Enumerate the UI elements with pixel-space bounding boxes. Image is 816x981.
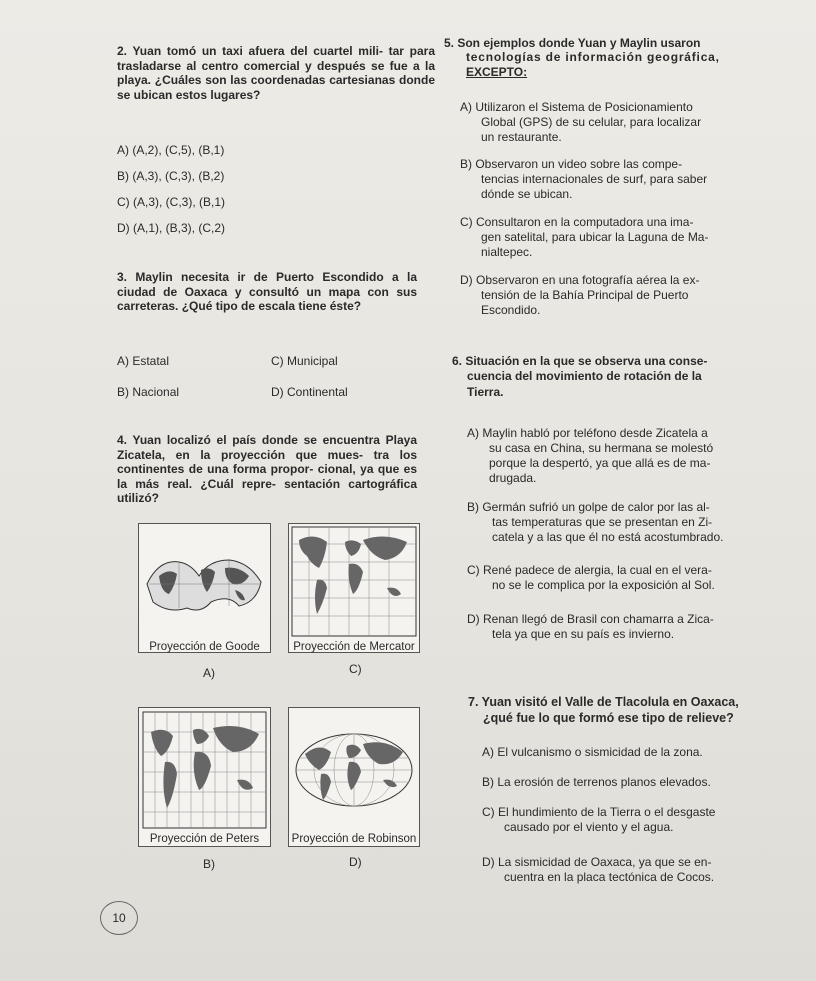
question-6-option-b-line2: tas temperaturas que se presentan en Zi- <box>492 515 713 529</box>
question-5-option-a-line1: A) Utilizaron el Sistema de Posicionamiento <box>460 100 693 114</box>
question-6-option-b-line3: catela y a las que él no está acostumbrado. <box>492 530 724 544</box>
question-6-option-b[interactable] <box>467 500 777 545</box>
question-5-option-a-line2: Global (GPS) de su celular, para localizar <box>481 115 702 129</box>
goode-world-icon <box>139 524 270 652</box>
question-6-option-a-line4: drugada. <box>489 471 537 485</box>
question-6-option-d-line1: D) Renan llegó de Brasil con chamarra a Zica- <box>467 612 714 626</box>
peters-caption: Proyección de Peters <box>149 833 260 845</box>
question-6-option-a-line1: A) Maylin habló por teléfono desde Zicatela a <box>467 426 708 440</box>
question-5-option-b-line1: B) Observaron un video sobre las compe- <box>460 157 683 171</box>
question-5-option-d-line2: tensión de la Bahía Principal de Puerto <box>481 288 689 302</box>
question-2-option-c[interactable]: C) (A,3), (C,3), (B,1) <box>117 195 226 209</box>
mercator-world-icon <box>289 524 419 639</box>
question-7-option-d-line1: D) La sismicidad de Oaxaca, ya que se en- <box>482 855 712 869</box>
mercator-projection-map[interactable] <box>288 523 420 653</box>
robinson-option-letter[interactable]: D) <box>349 855 362 869</box>
question-3-stem: 3. Maylin necesita ir de Puerto Escondido a la ciudad de Oaxaca y consultó un mapa con sus carreteras. ¿Qué tipo de escala tiene éste? <box>117 270 417 313</box>
question-5-option-a[interactable] <box>460 100 770 145</box>
question-5-option-d-line3: Escondido. <box>481 303 541 317</box>
question-5-stem-line2: tecnologías de información geográfica, <box>466 50 720 64</box>
question-6-option-a[interactable] <box>467 426 777 486</box>
question-7-stem-line2: ¿qué fue lo que formó ese tipo de relieve? <box>483 711 734 725</box>
question-5-option-b[interactable] <box>460 157 770 202</box>
question-6-option-c-line1: C) René padece de alergia, la cual en el vera- <box>467 563 712 577</box>
peters-projection-map[interactable] <box>138 707 271 847</box>
question-2-option-d[interactable]: D) (A,1), (B,3), (C,2) <box>117 221 226 235</box>
question-5-option-d-line1: D) Observaron en una fotografía aérea la ex- <box>460 273 700 287</box>
question-5-stem-line1: 5. Son ejemplos donde Yuan y Maylin usaron <box>444 36 701 50</box>
mercator-option-letter[interactable]: C) <box>349 662 362 676</box>
question-6-stem-line3: Tierra. <box>467 385 504 399</box>
question-7-option-d[interactable] <box>482 855 802 885</box>
page-number: 10 <box>100 901 138 935</box>
question-3-option-c[interactable]: C) Municipal <box>271 354 338 368</box>
question-3-option-a[interactable]: A) Estatal <box>117 354 170 368</box>
question-5-option-c-line3: nialtepec. <box>481 245 533 259</box>
question-6-option-c-line2: no se le complica por la exposición al Sol. <box>492 578 715 592</box>
goode-option-letter[interactable]: A) <box>203 666 215 680</box>
question-5-option-b-line2: tencias internacionales de surf, para saber <box>481 172 708 186</box>
question-6-option-d[interactable] <box>467 612 777 642</box>
question-5-option-a-line3: un restaurante. <box>481 130 562 144</box>
question-7-option-a[interactable] <box>482 745 792 760</box>
question-7-stem-line1: 7. Yuan visitó el Valle de Tlacolula en Oaxaca, <box>468 695 739 709</box>
question-6-stem-line2: cuencia del movimiento de rotación de la <box>467 369 702 383</box>
mercator-caption: Proyección de Mercator <box>293 641 415 653</box>
question-7-option-c-line2: causado por el viento y el agua. <box>504 820 674 834</box>
question-5-option-c[interactable] <box>460 215 770 260</box>
question-4-stem: 4. Yuan localizó el país donde se encuentra Playa Zicatela, en la proyección que mues- tra los continentes de una forma propor- cional, ya que es la más real. ¿Cuál repre- sentación cartográfica utilizó? <box>117 433 417 505</box>
question-7-option-c[interactable] <box>482 805 802 835</box>
question-6-option-a-line3: porque la despertó, ya que allá es de ma- <box>489 456 711 470</box>
question-7-option-b[interactable] <box>482 775 792 790</box>
question-2 <box>117 44 435 102</box>
question-2-option-b[interactable]: B) (A,3), (C,3), (B,2) <box>117 169 225 183</box>
question-6-option-a-line2: su casa en China, su hermana se molestó <box>489 441 714 455</box>
question-5-option-d[interactable] <box>460 273 770 318</box>
question-3 <box>117 270 417 314</box>
question-6-option-d-line2: tela ya que en su país es invierno. <box>492 627 675 641</box>
question-5-option-c-line1: C) Consultaron en la computadora una ima- <box>460 215 694 229</box>
peters-option-letter[interactable]: B) <box>203 857 215 871</box>
question-7-option-d-line2: cuentra en la placa tectónica de Cocos. <box>504 870 715 884</box>
question-7-option-c-line1: C) El hundimiento de la Tierra o el desgaste <box>482 805 716 819</box>
goode-projection-map[interactable] <box>138 523 271 653</box>
question-3-option-d[interactable]: D) Continental <box>271 385 348 399</box>
question-4 <box>117 433 417 506</box>
goode-caption: Proyección de Goode <box>149 641 260 653</box>
robinson-caption: Proyección de Robinson <box>291 833 417 845</box>
question-6-option-b-line1: B) Germán sufrió un golpe de calor por las al- <box>467 500 710 514</box>
question-6-stem-line1: 6. Situación en la que se observa una conse- <box>452 354 708 368</box>
question-5-option-b-line3: dónde se ubican. <box>481 187 573 201</box>
question-3-option-b[interactable]: B) Nacional <box>117 385 180 399</box>
question-7-option-a-line1: A) El vulcanismo o sismicidad de la zona. <box>482 745 703 759</box>
question-5-option-c-line2: gen satelital, para ubicar la Laguna de Ma- <box>481 230 709 244</box>
question-7-option-b-line1: B) La erosión de terrenos planos elevados. <box>482 775 711 789</box>
question-2-option-a[interactable]: A) (A,2), (C,5), (B,1) <box>117 143 225 157</box>
robinson-projection-map[interactable] <box>288 707 420 847</box>
question-2-stem: 2. Yuan tomó un taxi afuera del cuartel mili- tar para trasladarse al centro comercial y después se fue a la playa. ¿Cuáles son las coordenadas cartesianas donde se ubican estos lugares? <box>117 44 435 102</box>
question-6-option-c[interactable] <box>467 563 777 593</box>
question-5-stem-line3: EXCEPTO: <box>466 65 528 79</box>
robinson-world-icon <box>289 708 419 832</box>
peters-world-icon <box>139 708 270 832</box>
